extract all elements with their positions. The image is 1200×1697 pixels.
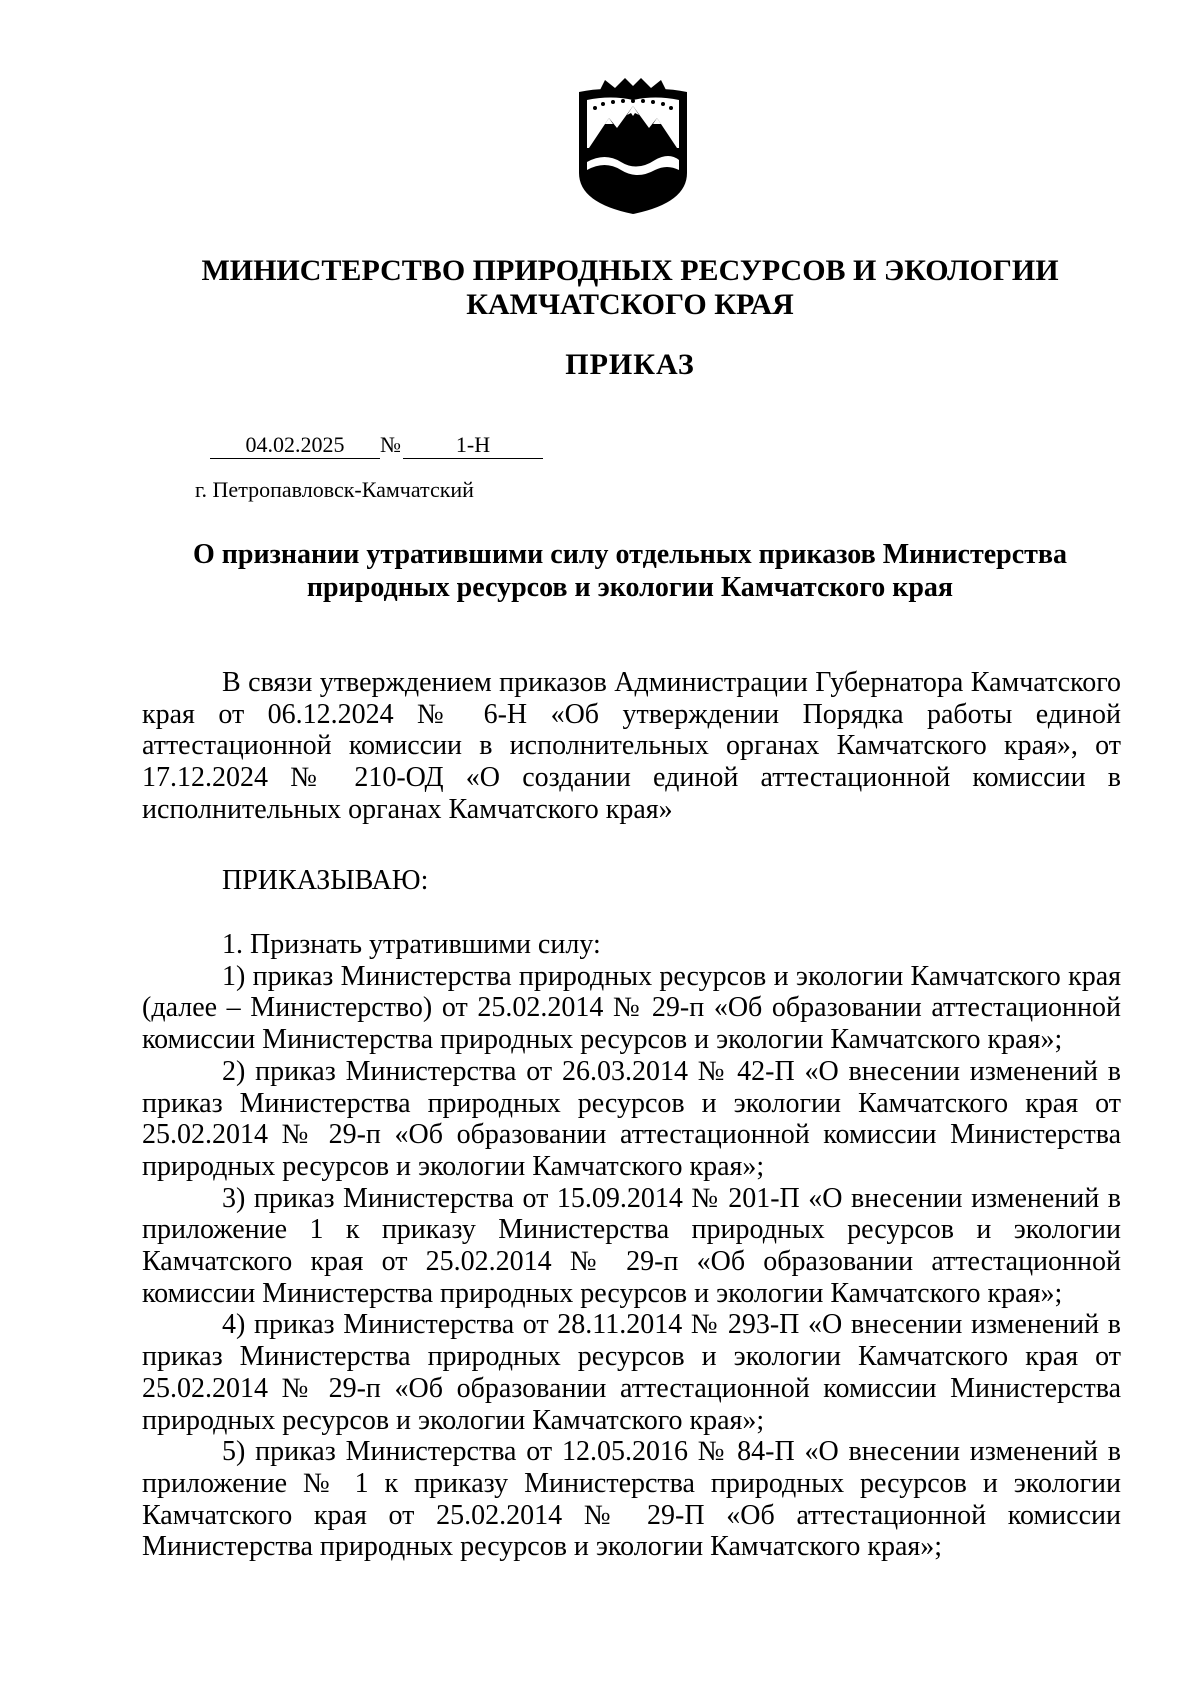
order-date: 04.02.2025 — [210, 432, 380, 459]
preamble-block — [142, 667, 1121, 826]
order-item: 2) приказ Министерства от 26.03.2014 № 42-П «О внесении изменений в приказ Министерства природных ресурсов и экологии Камчатского края от 25.02.2014 № 29-п «Об образовании аттестационной комиссии Министерства природных ресурсов и экологии Камчатского края»; — [142, 1055, 1121, 1182]
city: г. Петропавловск-Камчатский — [195, 477, 474, 502]
preamble-paragraph: В связи утверждением приказов Администрации Губернатора Камчатского края от 06.12.2024 № 6-Н «Об утверждении Порядка работы единой аттестационной комиссии в исполнительных органах Камчатского края», от 17.12.2024 № 210-ОД «О создании единой аттестационной комиссии в исполнительных органах Камчатского края» — [142, 667, 1121, 825]
date-number-line — [210, 432, 543, 459]
order-word: ПРИКАЗЫВАЮ: — [222, 865, 429, 896]
order-item: 1. Признать утратившими силу: — [222, 929, 601, 960]
kamchatka-coat-of-arms-icon — [575, 78, 691, 218]
order-item: 4) приказ Министерства от 28.11.2014 № 293-П «О внесении изменений в приказ Министерства природных ресурсов и экологии Камчатского края от 25.02.2014 № 29-п «Об образовании аттестационной комиссии Министерства природных ресурсов и экологии Камчатского края»; — [142, 1309, 1121, 1436]
order-item: 1) приказ Министерства природных ресурсов и экологии Камчатского края (далее – Министерство) от 25.02.2014 № 29-п «Об образовании аттестационной комиссии Министерства природных ресурсов и экологии Камчатского края»; — [142, 960, 1121, 1056]
number-sign: № — [380, 432, 401, 457]
subject-line-2: природных ресурсов и экологии Камчатского края — [306, 572, 954, 603]
order-item: 3) приказ Министерства от 15.09.2014 № 201-П «О внесении изменений в приложение 1 к приказу Министерства природных ресурсов и экологии Камчатского края от 25.02.2014 № 29-п «Об образовании аттестационной комиссии Министерства природных ресурсов и экологии Камчатского края»; — [142, 1182, 1121, 1309]
order-number: 1-Н — [403, 432, 543, 459]
order-items — [142, 929, 1121, 1563]
order-item: 5) приказ Министерства от 12.05.2016 № 84-П «О внесении изменений в приложение № 1 к приказу Министерства природных ресурсов и экологии Камчатского края от 25.02.2014 № 29-П «Об аттестационной комиссии Министерства природных ресурсов и экологии Камчатского края»; — [142, 1436, 1121, 1563]
subject-line-1: О признании утратившими силу отдельных приказов Министерства — [192, 539, 1068, 570]
ministry-name-line-1: МИНИСТЕРСТВО ПРИРОДНЫХ РЕСУРСОВ И ЭКОЛОГИИ — [201, 254, 1059, 287]
document-type: ПРИКАЗ — [565, 348, 695, 381]
ministry-name-line-2: КАМЧАТСКОГО КРАЯ — [466, 288, 794, 321]
